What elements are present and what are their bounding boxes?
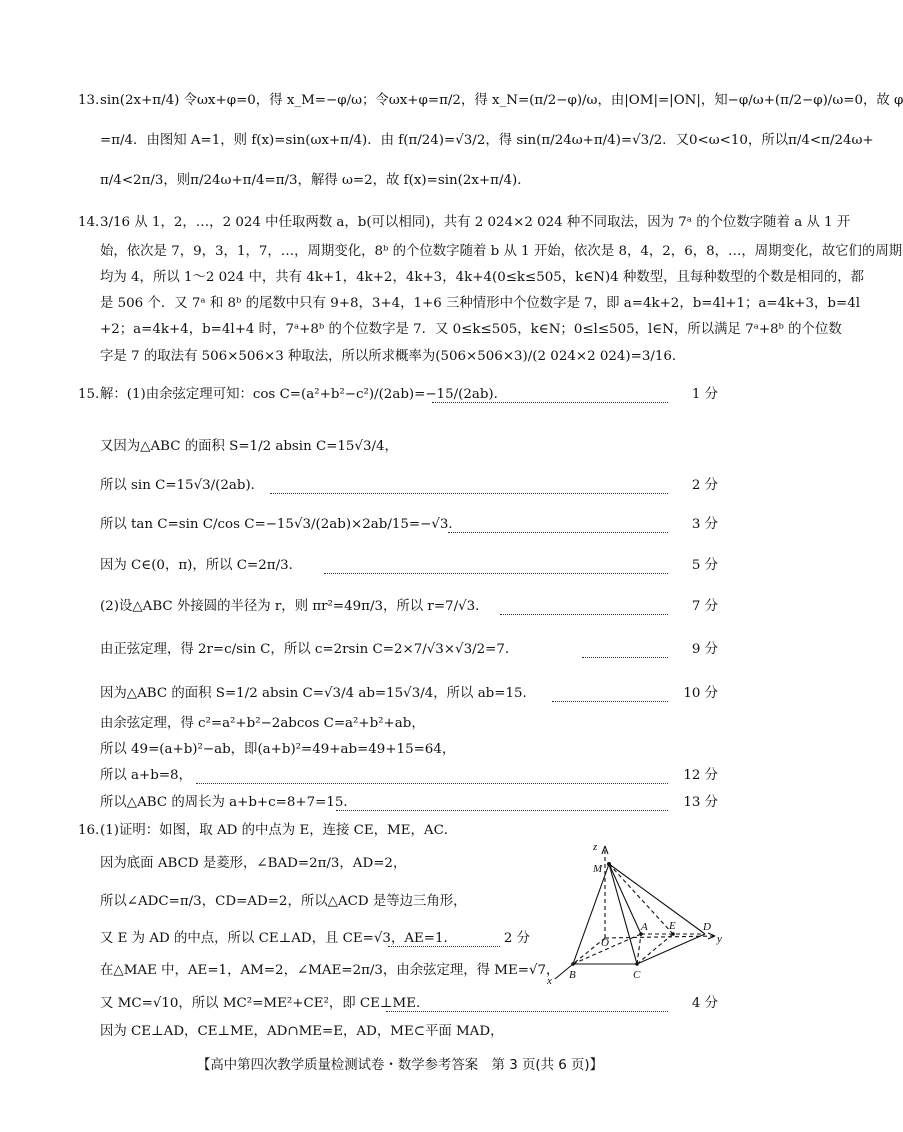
q14-text-1: 3/16 从 1，2，…，2 024 中任取两数 a，b(可以相同)，共有 2 024×2 024 种不同取法，因为 7ᵃ 的个位数字随着 a 从 1 开 (100, 215, 851, 230)
q15-text-10: 所以 49=(a+b)²−ab，即(a+b)²=49+ab=49+15=64， (100, 742, 456, 757)
q15-line-11 (100, 767, 192, 785)
q16-text-6: 又 MC=√10，所以 MC²=ME²+CE²，即 CE⊥ME． (100, 996, 430, 1011)
edge-MD (609, 864, 705, 934)
score-12: 12 分 (683, 768, 718, 783)
q15-text-9: 由余弦定理，得 c²=a²+b²−2abcos C=a²+b²+ab， (100, 716, 425, 731)
page-footer: 【高中第四次教学质量检测试卷・数学参考答案 第 3 页(共 6 页)】 (196, 1058, 604, 1073)
q15-text-8: 因为△ABC 的面积 S=1/2 absin C=√3/4 ab=15√3/4，所以 ab=15． (100, 686, 536, 701)
q14-text-3: 均为 4，所以 1～2 024 中，共有 4k+1，4k+2，4k+3，4k+4(0≤k≤505，k∈N)4 种数型，且每种数型的个数是相同的，都 (100, 270, 864, 285)
label-M: M (593, 863, 603, 875)
dot-leader (552, 701, 668, 702)
point-M (607, 862, 611, 866)
label-C: C (633, 969, 641, 981)
dot-leader (500, 614, 668, 615)
label-O: O (601, 937, 609, 949)
q15-text-4: 所以 tan C=sin C/cos C=−15√3/(2ab)×2ab/15=−√3． (100, 517, 462, 532)
q16-text-2: 因为底面 ABCD 是菱形，∠BAD=2π/3，AD=2， (100, 856, 407, 871)
q15-line-4 (100, 516, 462, 534)
label-E: E (669, 920, 676, 932)
q15-line-8 (100, 685, 536, 703)
label-z: z (593, 841, 598, 853)
q13-text-1: sin(2x+π/4) 令ωx+φ=0，得 x_M=−φ/ω；令ωx+φ=π/2，得 x_N=(π/2−φ)/ω，由|OM|=|ON|，知−φ/ω+(π/2−φ)/ω=0，故 φ (100, 93, 903, 108)
edge-MC (609, 864, 637, 964)
label-y: y (717, 933, 722, 945)
q14-text-4: 是 506 个．又 7ᵃ 和 8ᵇ 的尾数中只有 9+8，3+4，1+6 三种情形中个位数字是 7，即 a=4k+2，b=4l+1；a=4k+3，b=4l (100, 296, 860, 311)
q15-text-2: 又因为△ABC 的面积 S=1/2 absin C=15√3/4， (100, 439, 398, 454)
score-9: 9 分 (691, 642, 718, 657)
q13-line-1 (78, 92, 903, 110)
score-1: 1 分 (691, 387, 718, 402)
pyramid-figure (545, 838, 725, 988)
q16-score-4: 4 分 (691, 996, 718, 1011)
point-E (671, 932, 675, 936)
score-3: 3 分 (691, 517, 718, 532)
edge-CD (637, 934, 705, 964)
q16-text-7: 因为 CE⊥AD，CE⊥ME，AD∩ME=E，AD，ME⊂平面 MAD， (100, 1024, 504, 1039)
score-10: 10 分 (683, 686, 718, 701)
q16-line-5 (100, 962, 559, 980)
q15-line-6 (100, 598, 489, 616)
q15-line-3 (100, 477, 264, 495)
q13-text-2: =π/4．由图知 A=1，则 f(x)=sin(ωx+π/4)．由 f(π/24)=√3/2，得 sin(π/24ω+π/4)=√3/2．又0<ω<10，所以π/4<π/24ω+ (100, 133, 874, 148)
q16-score-2: 2 分 (503, 931, 530, 946)
label-x: x (547, 975, 552, 987)
q14-line-5 (100, 321, 842, 339)
point-B (571, 962, 575, 966)
q15-line-12 (100, 794, 357, 812)
q15-text-11: 所以 a+b=8， (100, 768, 192, 783)
point-C (635, 962, 639, 966)
edge-CA (637, 934, 641, 964)
q15-text-7: 由正弦定理，得 2r=c/sin C，所以 c=2rsin C=2×7/√3×√3/2=7． (100, 642, 519, 657)
q15-text-3: 所以 sin C=15√3/(2ab)． (100, 478, 265, 493)
q14-text-2: 始，依次是 7，9，3，1，7，…，周期变化，8ᵇ 的个位数字随着 b 从 1 开始，依次是 8，4，2，6，8，…，周期变化，故它们的周期 (100, 244, 903, 259)
q15-text-6: (2)设△ABC 外接圆的半径为 r，则 πr²=49π/3，所以 r=7/√3． (100, 599, 489, 614)
q13-line-3 (100, 172, 531, 190)
q15-line-10 (100, 741, 455, 759)
dot-leader (386, 1011, 668, 1012)
score-7: 7 分 (691, 599, 718, 614)
dot-leader (196, 783, 668, 784)
q16-text-3: 所以∠ADC=π/3，CD=AD=2，所以△ACD 是等边三角形， (100, 894, 467, 909)
q14-text-5: +2；a=4k+4，b=4l+4 时，7ᵃ+8ᵇ 的个位数字是 7．又 0≤k≤505，k∈N；0≤l≤505，l∈N，所以满足 7ᵃ+8ᵇ 的个位数 (100, 322, 842, 337)
q16-text-1: (1)证明：如图，取 AD 的中点为 E，连接 CE，ME，AC． (100, 823, 458, 838)
q16-line-1 (78, 822, 458, 840)
q15-text-1: 解：(1)由余弦定理可知：cos C=(a²+b²−c²)/(2ab)=−15/(2ab)． (100, 387, 508, 402)
q14-line-4 (100, 295, 860, 313)
q14-line-2 (100, 243, 902, 261)
q16-line-3 (100, 893, 467, 911)
dot-leader (336, 810, 668, 811)
q16-number: 16. (78, 823, 100, 838)
q15-text-5: 因为 C∈(0，π)，所以 C=2π/3． (100, 558, 302, 573)
q15-line-5 (100, 557, 302, 575)
q13-text-3: π/4<2π/3，则π/24ω+π/4=π/3，解得 ω=2，故 f(x)=sin(2x+π/4)． (100, 173, 531, 188)
q14-line-3 (100, 269, 864, 287)
q15-line-7 (100, 641, 518, 659)
q16-line-7 (100, 1023, 503, 1041)
q16-line-2 (100, 855, 406, 873)
score-5: 5 分 (691, 558, 718, 573)
label-B: B (569, 969, 576, 981)
edge-CE (637, 934, 673, 964)
q15-number: 15. (78, 387, 100, 402)
dot-leader (270, 493, 668, 494)
q15-line-9 (100, 715, 425, 733)
q14-number: 14. (78, 215, 100, 230)
dot-leader (388, 946, 500, 947)
dot-leader (432, 402, 668, 403)
q16-text-4: 又 E 为 AD 的中点，所以 CE⊥AD，且 CE=√3，AE=1． (100, 931, 457, 946)
q15-line-2 (100, 438, 398, 456)
dot-leader (448, 532, 668, 533)
q14-line-6 (100, 348, 685, 366)
q16-line-6 (100, 995, 429, 1013)
edge-MA (609, 864, 641, 934)
q13-number: 13. (78, 93, 100, 108)
label-D: D (703, 921, 711, 933)
q14-text-6: 字是 7 的取法有 506×506×3 种取法，所以所求概率为(506×506×3)/(2 024×2 024)=3/16． (100, 349, 686, 364)
q16-text-5: 在△MAE 中，AE=1，AM=2，∠MAE=2π/3，由余弦定理，得 ME=√7， (100, 963, 560, 978)
q13-line-2 (100, 132, 874, 150)
score-13: 13 分 (683, 795, 718, 810)
q15-text-12: 所以△ABC 的周长为 a+b+c=8+7=15． (100, 795, 357, 810)
dot-leader (324, 573, 668, 574)
dot-leader (582, 657, 668, 658)
label-A: A (641, 921, 648, 933)
q14-line-1 (78, 214, 851, 232)
score-2: 2 分 (691, 478, 718, 493)
